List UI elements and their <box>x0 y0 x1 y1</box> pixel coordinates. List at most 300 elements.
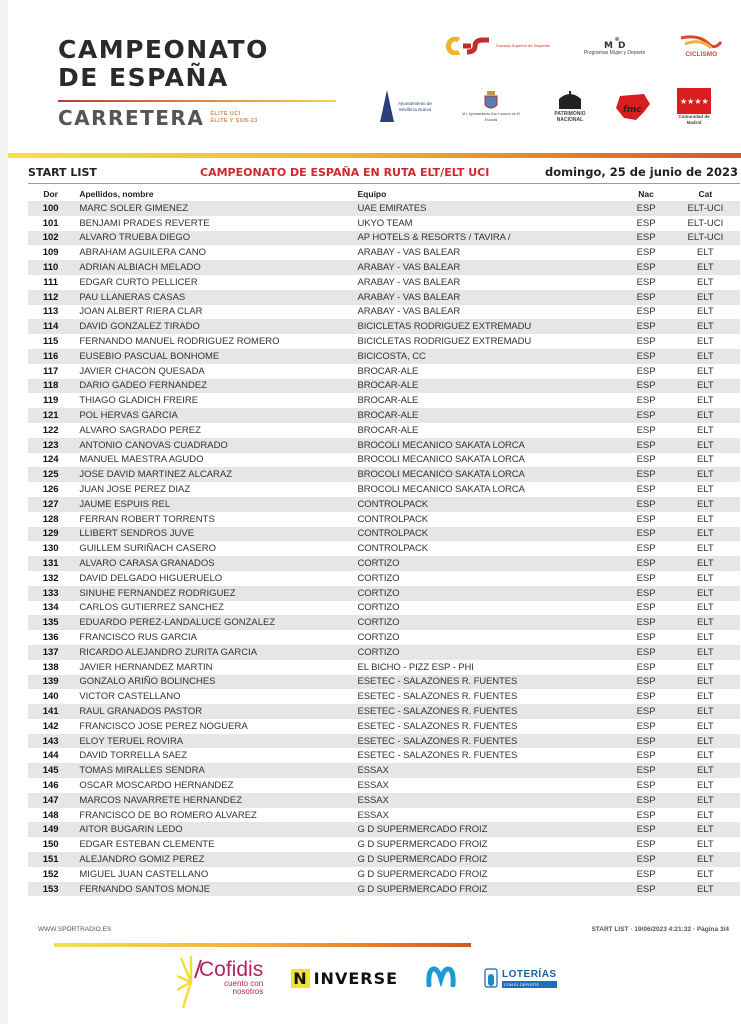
team-name: ESSAX <box>358 793 622 808</box>
col-name: Apellidos, nombre <box>79 188 154 199</box>
table-row <box>28 882 740 897</box>
svg-text:D: D <box>617 41 625 50</box>
inverse-word: INVERSE <box>313 968 399 988</box>
rider-name: DAVID GONZALEZ TIRADO <box>73 319 357 334</box>
ciclismo-text: CICLISMO <box>685 51 718 58</box>
table-row <box>28 867 740 882</box>
rider-name: ALVARO CARASA GRANADOS <box>73 556 357 571</box>
comunidad-de-madrid-logo <box>676 88 712 126</box>
cofidis-logo <box>185 960 263 996</box>
rider-name: MANUEL MAESTRA AGUDO <box>79 454 204 466</box>
team-name: ESSAX <box>358 763 622 778</box>
rider-number: 123 <box>28 438 73 453</box>
rider-name: GONZALO ARIÑO BOLINCHES <box>73 675 357 690</box>
nationality: ESP <box>621 675 670 690</box>
rider-name: EDGAR CURTO PELLICER <box>79 276 198 288</box>
subtitle-row <box>58 106 336 130</box>
team-name: BROCAR-ALE <box>358 379 622 394</box>
category: ELT <box>697 809 714 821</box>
nationality: ESP <box>636 779 656 791</box>
category: ELT <box>671 734 740 749</box>
rider-name: DAVID TORRELLA SAEZ <box>79 750 188 762</box>
rider-name: GUILLEM SURIÑACH CASERO <box>79 543 217 555</box>
rider-number: 110 <box>28 260 73 275</box>
category: ELT <box>671 349 740 364</box>
team-name: ARABAY - VAS BALEAR <box>357 247 461 259</box>
team-name: G D SUPERMERCADO FROIZ <box>358 852 622 867</box>
table-header-row <box>28 186 740 201</box>
loterias-logo <box>484 968 557 988</box>
team-name: BROCOLI MECANICO SAKATA LORCA <box>358 438 622 453</box>
team-name: CONTROLPACK <box>358 527 622 542</box>
category: ELT <box>671 793 740 808</box>
escorial-text: M.I. Ayuntamiento San Lorenzo de El Escorial <box>462 112 520 122</box>
rider-number: 129 <box>28 527 73 542</box>
team-name: BROCOLI MECANICO SAKATA LORCA <box>357 484 525 496</box>
table-row <box>28 586 740 601</box>
team-name: CORTIZO <box>357 632 400 643</box>
table-row <box>28 290 740 305</box>
rider-number: 144 <box>42 750 59 762</box>
table-row <box>28 319 740 334</box>
team-name: BICICLETAS RODRIGUEZ EXTREMADU <box>357 336 532 348</box>
nationality: ESP <box>621 290 670 305</box>
team-name: G D SUPERMERCADO FROIZ <box>357 868 488 880</box>
table-row <box>28 512 740 527</box>
mujer-y-deporte-logo <box>584 36 645 56</box>
team-name: CORTIZO <box>357 572 400 584</box>
nationality: ESP <box>636 809 656 821</box>
header-stripe <box>8 153 741 158</box>
nationality: ESP <box>621 704 670 719</box>
table-row <box>28 689 740 704</box>
rider-number: 122 <box>42 424 59 436</box>
nationality: ESP <box>621 497 670 512</box>
category: ELT <box>671 527 740 542</box>
category: ELT <box>671 882 740 897</box>
table-row <box>28 822 740 837</box>
rider-number: 121 <box>28 408 73 423</box>
nationality: ESP <box>636 395 656 407</box>
category: ELT <box>697 868 714 880</box>
rider-name: ADRIAN ALBIACH MELADO <box>73 260 357 275</box>
category: ELT <box>697 513 714 525</box>
rider-number: 140 <box>42 691 59 703</box>
rider-number: 101 <box>42 217 59 229</box>
team-name: CORTIZO <box>358 586 622 601</box>
rider-number: 100 <box>28 201 73 216</box>
sponsors-row <box>185 960 557 996</box>
madrid-flag-icon <box>677 88 711 114</box>
svg-text:★★★★: ★★★★ <box>680 97 709 106</box>
nationality: ESP <box>636 454 656 466</box>
col-nac: Nac <box>638 188 654 199</box>
team-name: ESETEC - SALAZONES R. FUENTES <box>357 720 518 732</box>
table-row <box>28 231 740 246</box>
rider-name: ELOY TERUEL ROVIRA <box>73 734 357 749</box>
nationality: ESP <box>621 527 670 542</box>
team-name: BROCOLI MECANICO SAKATA LORCA <box>357 454 525 466</box>
title-line-2: DE ESPAÑA <box>58 63 229 92</box>
table-body <box>28 201 740 896</box>
nationality: ESP <box>636 602 656 614</box>
rider-name: ALEJANDRO GOMIZ PEREZ <box>73 852 357 867</box>
category-tag: ÉLITE UCI <box>210 111 241 117</box>
rider-name: EDUARDO PEREZ-LANDALUCE GONZALEZ <box>73 615 357 630</box>
nationality: ESP <box>636 306 656 318</box>
table-row <box>28 660 740 675</box>
footer-website[interactable]: WWW.SPORTRADIO.ES <box>38 926 112 933</box>
table-row <box>28 438 740 453</box>
table-row <box>28 482 740 497</box>
rider-name: ABRAHAM AGUILERA CANO <box>79 247 207 259</box>
table-row <box>28 808 740 823</box>
category: ELT <box>697 720 714 732</box>
rider-number: 138 <box>42 661 59 673</box>
category: ELT <box>671 260 740 275</box>
category: ELT <box>697 839 714 851</box>
team-name: AP HOTELS & RESORTS / TAVIRA / <box>358 231 622 246</box>
rider-name: ALVARO TRUEBA DIEGO <box>73 231 357 246</box>
rider-number: 113 <box>42 306 59 318</box>
nationality: ESP <box>636 484 656 496</box>
team-name: CORTIZO <box>358 556 622 571</box>
rider-number: 142 <box>42 720 59 732</box>
rider-name: OSCAR MOSCARDO HERNANDEZ <box>79 779 234 791</box>
rider-name: ANTONIO CANOVAS CUADRADO <box>73 438 357 453</box>
rider-number: 126 <box>42 484 59 496</box>
table-row <box>28 349 740 364</box>
table-row <box>28 793 740 808</box>
team-name: BROCAR-ALE <box>358 408 622 423</box>
table-row <box>28 260 740 275</box>
category: ELT <box>671 822 740 837</box>
table-row <box>28 201 740 216</box>
rider-name: PAU LLANERAS CASAS <box>73 290 357 305</box>
title-rule <box>58 100 336 102</box>
team-name: CORTIZO <box>358 615 622 630</box>
team-name: ARABAY - VAS BALEAR <box>358 290 622 305</box>
category: ELT-UCI <box>671 231 740 246</box>
table-row <box>28 408 740 423</box>
rider-number: 150 <box>42 839 59 851</box>
movistar-logo <box>426 965 456 992</box>
category: ELT <box>671 408 740 423</box>
rider-name: EDGAR ESTEBAN CLEMENTE <box>79 839 215 851</box>
loterias-sub: CON EL DEPORTE <box>502 981 557 988</box>
rider-name: FRANCISCO DE BO ROMERO ALVAREZ <box>79 809 257 821</box>
col-team: Equipo <box>357 188 387 199</box>
category: ELT <box>697 276 714 288</box>
category: ELT <box>697 779 714 791</box>
category: ELT <box>671 290 740 305</box>
nationality: ESP <box>621 201 670 216</box>
rider-number: 139 <box>28 675 73 690</box>
rider-name: FERRAN ROBERT TORRENTS <box>79 513 215 525</box>
logos-top-row <box>445 34 723 58</box>
fmc-logo <box>614 92 652 122</box>
rider-number: 119 <box>42 395 59 407</box>
table-row <box>28 734 740 749</box>
table-row <box>28 571 740 586</box>
crown-icon <box>557 91 583 111</box>
team-name: ARABAY - VAS BALEAR <box>357 306 461 318</box>
category: ELT <box>697 543 714 555</box>
team-name: ARABAY - VAS BALEAR <box>357 276 461 288</box>
rider-number: 152 <box>42 868 59 880</box>
myd-mark-icon <box>604 36 626 50</box>
rider-number: 135 <box>28 615 73 630</box>
rider-name: EUSEBIO PASCUAL BONHOME <box>73 349 357 364</box>
rider-number: 151 <box>28 852 73 867</box>
rider-number: 147 <box>28 793 73 808</box>
rider-name: RICARDO ALEJANDRO ZURITA GARCIA <box>73 645 357 660</box>
nationality: ESP <box>636 336 656 348</box>
rider-name: FRANCISCO RUS GARCIA <box>79 632 198 643</box>
rider-name: BENJAMI PRADES REVERTE <box>79 217 210 229</box>
team-name: ESETEC - SALAZONES R. FUENTES <box>358 675 622 690</box>
rider-number: 132 <box>42 572 59 584</box>
category: ELT <box>671 438 740 453</box>
table-row <box>28 527 740 542</box>
rider-name: FERNANDO MANUEL RODRIGUEZ ROMERO <box>79 336 280 348</box>
nationality: ESP <box>621 438 670 453</box>
rider-number: 102 <box>28 231 73 246</box>
table-row <box>28 556 740 571</box>
category: ELT <box>697 306 714 318</box>
col-cat: Cat <box>698 188 713 199</box>
rider-number: 112 <box>28 290 73 305</box>
category: ELT <box>671 586 740 601</box>
start-list-table <box>28 186 740 896</box>
rider-name: JAVIER HERNANDEZ MARTIN <box>79 661 213 673</box>
nationality: ESP <box>636 276 656 288</box>
category: ELT <box>697 632 714 643</box>
category: ELT <box>697 661 714 673</box>
title-line-1: CAMPEONATO <box>58 35 269 64</box>
table-row <box>28 630 740 645</box>
nationality: ESP <box>636 365 656 377</box>
team-name: BICICLETAS RODRIGUEZ EXTREMADU <box>358 319 622 334</box>
event-title: CAMPEONATO DE ESPAÑA EN RUTA ELT/ELT UCI <box>200 165 490 179</box>
nationality: ESP <box>636 543 656 555</box>
nationality: ESP <box>636 661 656 673</box>
table-row <box>28 275 740 290</box>
category: ELT <box>671 675 740 690</box>
team-name: ESETEC - SALAZONES R. FUENTES <box>357 750 518 762</box>
category-tag: ÉLITE Y SUB-23 <box>210 118 258 124</box>
loterias-icon <box>484 968 498 988</box>
nationality: ESP <box>636 572 656 584</box>
patrimonio-nacional-logo <box>550 91 590 123</box>
nationality: ESP <box>636 720 656 732</box>
nationality: ESP <box>621 379 670 394</box>
team-name: UKYO TEAM <box>357 217 413 229</box>
rider-name: CARLOS GUTIERREZ SANCHEZ <box>79 602 224 614</box>
col-dor: Dor <box>43 188 58 199</box>
rider-number: 131 <box>28 556 73 571</box>
table-row <box>28 245 740 260</box>
patrimonio-text: PATRIMONIO NACIONAL <box>554 111 586 123</box>
nationality: ESP <box>621 260 670 275</box>
nationality: ESP <box>636 750 656 762</box>
rider-name: THIAGO GLADICH FREIRE <box>79 395 199 407</box>
bar-divider <box>28 183 740 184</box>
rider-name: TOMAS MIRALLES SENDRA <box>73 763 357 778</box>
cofidis-tagline-2: nosotros <box>232 987 264 996</box>
team-name: BICICOSTA, CC <box>358 349 622 364</box>
table-row <box>28 541 740 556</box>
csd-text: Consejo Superior de Deportes <box>496 43 550 48</box>
rider-name: DAVID DELGADO HIGUERUELO <box>79 572 223 584</box>
category: ELT <box>697 602 714 614</box>
rider-number: 124 <box>42 454 59 466</box>
footer-page-info: START LIST · 19/06/2023 4:21:32 · Página 3/4 <box>591 926 729 933</box>
table-row <box>28 615 740 630</box>
rider-number: 127 <box>28 497 73 512</box>
category: ELT <box>671 556 740 571</box>
category: ELT <box>697 454 714 466</box>
rider-number: 143 <box>28 734 73 749</box>
rider-name: AITOR BUGARIN LEDO <box>73 822 357 837</box>
category: ELT <box>697 484 714 496</box>
table-row <box>28 852 740 867</box>
table-row <box>28 704 740 719</box>
consejo-superior-deportes-logo <box>445 37 550 55</box>
table-row <box>28 423 740 438</box>
nationality: ESP <box>636 513 656 525</box>
category: ELT <box>671 319 740 334</box>
category: ELT <box>697 691 714 703</box>
team-name: G D SUPERMERCADO FROIZ <box>358 882 622 897</box>
category: ELT <box>671 467 740 482</box>
svg-text:fmc: fmc <box>623 105 642 115</box>
cofidis-word: Cofidis <box>199 958 264 981</box>
rider-number: 114 <box>28 319 73 334</box>
rider-number: 134 <box>42 602 59 614</box>
rider-number: 118 <box>28 379 73 394</box>
nationality: ESP <box>621 852 670 867</box>
nationality: ESP <box>636 632 656 643</box>
category: ELT-UCI <box>671 201 740 216</box>
rider-name: LLIBERT SENDROS JUVE <box>73 527 357 542</box>
madrid-text: Comunidad de Madrid <box>678 114 710 125</box>
table-row <box>28 379 740 394</box>
nationality: ESP <box>636 247 656 259</box>
championship-title-block <box>58 36 336 130</box>
nationality: ESP <box>636 868 656 880</box>
ciclismo-wings-icon <box>679 34 723 52</box>
category: ELT <box>671 497 740 512</box>
rider-number: 137 <box>28 645 73 660</box>
nationality: ESP <box>621 763 670 778</box>
table-row <box>28 497 740 512</box>
rider-name: SINUHE FERNANDEZ RODRIGUEZ <box>73 586 357 601</box>
team-name: G D SUPERMERCADO FROIZ <box>357 839 488 851</box>
table-row <box>28 675 740 690</box>
rider-number: 148 <box>42 809 59 821</box>
category: ELT <box>671 763 740 778</box>
team-name: CORTIZO <box>358 645 622 660</box>
category: ELT <box>697 365 714 377</box>
table-row <box>28 763 740 778</box>
nationality: ESP <box>636 424 656 436</box>
federacion-ciclismo-logo <box>679 34 723 58</box>
nationality: ESP <box>621 231 670 246</box>
page-edge <box>0 0 8 1024</box>
rider-name: JUAN JOSE PEREZ DIAZ <box>79 484 191 496</box>
tower-icon <box>378 90 396 124</box>
table-row <box>28 601 740 616</box>
table-row <box>28 719 740 734</box>
category: ELT <box>697 395 714 407</box>
crest-icon <box>484 91 498 111</box>
table-row <box>28 645 740 660</box>
nationality: ESP <box>621 319 670 334</box>
rider-number: 136 <box>42 632 59 643</box>
subtitle: CARRETERA <box>58 106 205 130</box>
loterias-word: LOTERÍAS <box>502 968 557 980</box>
team-name: CONTROLPACK <box>357 513 429 525</box>
category: ELT-UCI <box>687 217 724 229</box>
rider-name: MARCOS NAVARRETE HERNANDEZ <box>73 793 357 808</box>
start-list-label: START LIST <box>28 165 97 179</box>
svg-text:M: M <box>603 41 613 50</box>
nationality: ESP <box>621 467 670 482</box>
table-row <box>28 305 740 320</box>
team-name: ARABAY - VAS BALEAR <box>358 260 622 275</box>
rider-name: VICTOR CASTELLANO <box>79 691 181 703</box>
inverse-logo <box>291 969 398 988</box>
team-name: CORTIZO <box>357 602 400 614</box>
start-list-bar <box>28 163 738 181</box>
rider-name: MARC SOLER GIMENEZ <box>73 201 357 216</box>
nationality: ESP <box>621 349 670 364</box>
nationality: ESP <box>621 645 670 660</box>
nationality: ESP <box>621 734 670 749</box>
rider-name: FRANCISCO JOSE PEREZ NOGUERA <box>79 720 248 732</box>
table-row <box>28 778 740 793</box>
category: ELT <box>671 645 740 660</box>
table-row <box>28 393 740 408</box>
team-name: ESETEC - SALAZONES R. FUENTES <box>358 704 622 719</box>
footer-stripe <box>54 943 471 947</box>
rider-number: 128 <box>42 513 59 525</box>
cofidis-tagline-1: cuento con <box>224 979 264 988</box>
rider-name: FERNANDO SANTOS MONJE <box>73 882 357 897</box>
sevilla-text: Ayuntamiento de Sevilla la Nueva <box>398 101 432 112</box>
rider-number: 130 <box>42 543 59 555</box>
logos-bottom-row <box>378 88 712 126</box>
event-date: domingo, 25 de junio de 2023 <box>545 165 738 179</box>
rider-name: DARIO GADEO FERNANDEZ <box>73 379 357 394</box>
rider-name: ALVARO SAGRADO PEREZ <box>79 424 201 436</box>
team-name: BROCOLI MECANICO SAKATA LORCA <box>358 467 622 482</box>
team-name: G D SUPERMERCADO FROIZ <box>358 822 622 837</box>
category: ELT <box>697 424 714 436</box>
nationality: ESP <box>621 556 670 571</box>
rider-name: JOAN ALBERT RIERA CLAR <box>79 306 203 318</box>
nationality: ESP <box>621 615 670 630</box>
team-name: BROCAR-ALE <box>357 365 419 377</box>
nationality: ESP <box>621 882 670 897</box>
team-name: ESSAX <box>357 779 389 791</box>
category: ELT <box>671 615 740 630</box>
sevilla-la-nueva-logo <box>378 90 432 124</box>
rider-number: 149 <box>28 822 73 837</box>
category: ELT <box>671 379 740 394</box>
category: ELT <box>671 704 740 719</box>
